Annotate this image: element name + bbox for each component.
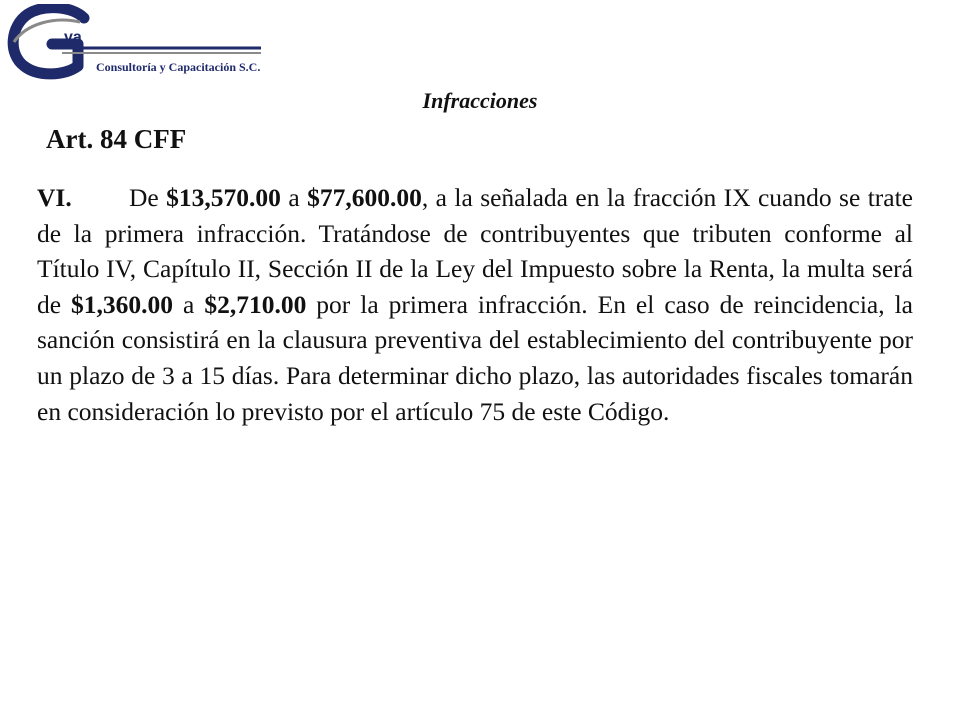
- amount-max: $77,600.00: [307, 183, 422, 212]
- svg-text:va: va: [64, 29, 82, 46]
- fraction-number: VI.: [37, 183, 72, 212]
- paragraph-text: por la primera infracción. En el caso de reincidencia, la sanción consistirá en la clausura preventiva del establecimiento del contribuyente por un plazo de 3 a 15 días. Para determinar dicho plazo, las autoridades fiscales tomarán en consideración lo previsto por el artículo 75 de este Código.: [37, 289, 913, 426]
- logo-company-name: Consultoría y Capacitación S.C.: [96, 60, 261, 74]
- paragraph-text: a: [280, 183, 308, 212]
- paragraph-text: De: [129, 183, 167, 212]
- article-title: Art. 84 CFF: [46, 124, 187, 154]
- paragraph-text: , a la señalada en la fracción IX cuando se trate de la primera infracción. Tratándose de contribuyentes que tributen conforme al Título IV, Capítulo II, Sección II de la Ley del Impuesto sobre la Renta, la multa será de: [37, 183, 913, 319]
- company-logo: [6, 4, 276, 84]
- amount-min: $13,570.00: [166, 183, 281, 212]
- article-paragraph: [37, 180, 913, 429]
- amount-min-rif: $1,360.00: [71, 289, 174, 319]
- section-title: Infracciones: [422, 88, 538, 113]
- paragraph-text: a: [173, 289, 205, 319]
- amount-max-rif: $2,710.00: [204, 289, 307, 319]
